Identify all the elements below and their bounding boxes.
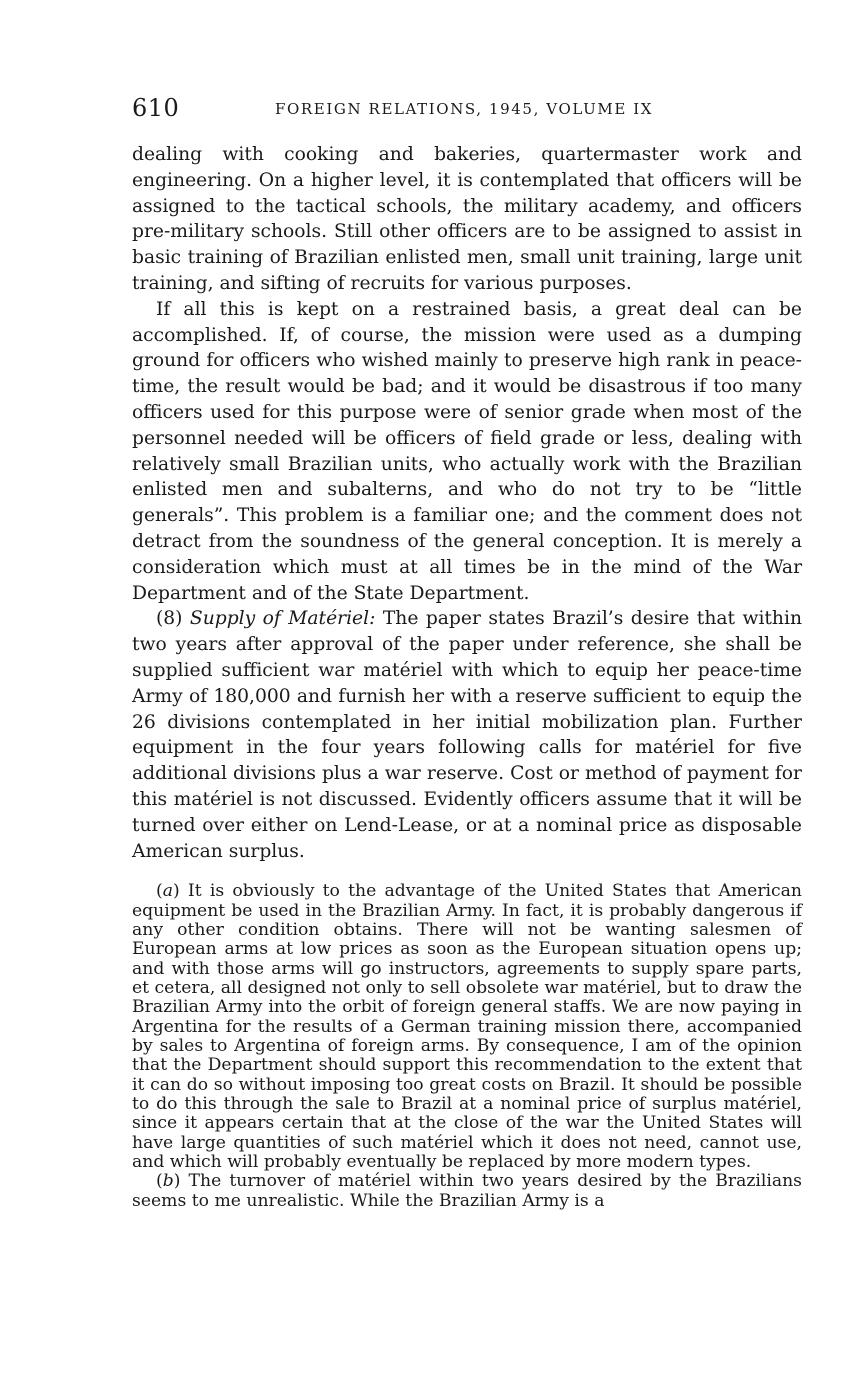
subparagraph-b bbox=[132, 1172, 802, 1211]
subparagraph-text: The turnover of matériel within two years desired by the Brazilians seems to me unrealistic. While the Brazilian Army is a bbox=[132, 1171, 802, 1211]
page-number: 610 bbox=[132, 94, 180, 122]
subparagraph-a bbox=[132, 882, 802, 1172]
section-number: (8) bbox=[156, 608, 190, 630]
subparagraph-open-paren: ( bbox=[156, 881, 163, 902]
running-head: FOREIGN RELATIONS, 1945, VOLUME IX bbox=[275, 100, 654, 118]
paragraph-continuation: dealing with cooking and bakeries, quartermaster work and engineering. On a higher level, it is contemplated that officers will be assigned to the tactical schools, the military academy, and officers pre-military schools. Still other officers are to be assigned to assist in basic training of Brazilian enlisted men, small unit training, large unit training, and sifting of recruits for various purposes. bbox=[132, 144, 802, 294]
subparagraph-letter: a bbox=[162, 881, 173, 902]
subparagraph-letter: b bbox=[162, 1171, 174, 1192]
subparagraph-open-paren: ( bbox=[156, 1171, 163, 1192]
section-heading: Supply of Matériel: bbox=[189, 608, 376, 630]
subparagraph-text: It is obviously to the advantage of the United States that American equipment be used in the Brazilian Army. In fact, it is probably dangerous if any other condition obtains. There will not be wanting salesmen of European arms at low prices as soon as the European situation opens up; and with those arms will go instructors, agreements to supply spare parts, et cetera, all designed not only to sell obsolete war matériel, but to draw the Brazilian Army into the orbit of foreign general staffs. We are now paying in Argentina for the results of a German training mission there, accompanied by sales to Argentina of foreign arms. By consequence, I am of the opinion that the Department should support this recommendation to the extent that it can do so without imposing too great costs on Brazil. It should be possible to do this through the sale to Brazil at a nominal price of surplus matériel, since it appears certain that at the close of the war the United States will have large quantities of such matériel which it does not need, cannot use, and which will probably eventually be replaced by more modern types. bbox=[132, 881, 803, 1173]
section-text: The paper states Brazil’s desire that within two years after approval of the paper under reference, she shall be supplied sufficient war matériel with which to equip her peace-time Army of 180,000 and furnish her with a reserve sufficient to equip the 26 divisions contemplated in her initial mobilization plan. Further equipment in the four years following calls for matériel for five additional divisions plus a war reserve. Cost or method of payment for this matériel is not discussed. Evidently officers assume that it will be turned over either on Lend-Lease, or at a nominal price as disposable American surplus. bbox=[132, 608, 802, 862]
paragraph-supply-of-materiel bbox=[132, 606, 802, 864]
page-header bbox=[132, 94, 802, 122]
subparagraph-close-paren: ) bbox=[172, 881, 180, 902]
body-text bbox=[132, 142, 802, 1211]
paragraph-mission-basis: If all this is kept on a restrained basis, a great deal can be accomplished. If, of course, the mission were used as a dumping ground for officers who wished mainly to preserve high rank in peace-time, the result would be bad; and it would be disastrous if too many officers used for this purpose were of senior grade when most of the personnel needed will be officers of field grade or less, dealing with relatively small Brazilian units, who actually work with the Brazilian enlisted men and subalterns, and who do not try to be “little generals”. This problem is a familiar one; and the comment does not detract from the soundness of the general conception. It is merely a consideration which must at all times be in the mind of the War Department and of the State Department. bbox=[132, 298, 802, 604]
subparagraph-close-paren: ) bbox=[173, 1171, 181, 1192]
